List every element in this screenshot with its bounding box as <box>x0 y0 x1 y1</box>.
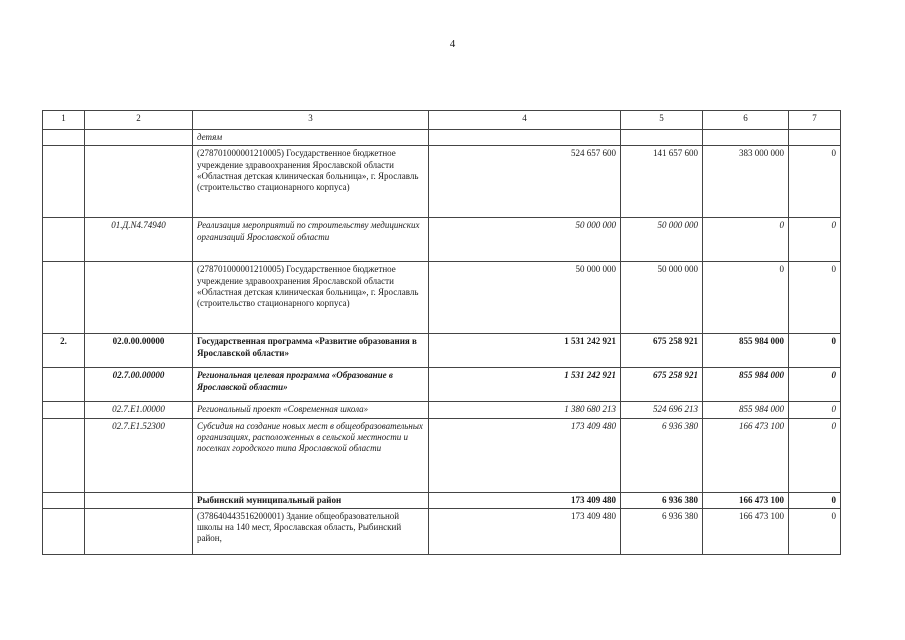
table-cell-col3: (278701000001210005) Государственное бюджетное учреждение здравоохранения Ярославской области «Областная детская клиническая больница», г. Ярославль (строительство стационарного корпуса) <box>193 262 429 334</box>
table-cell-col7: 0 <box>789 218 841 262</box>
table-cell-col6: 166 473 100 <box>703 508 789 554</box>
table-cell-col2 <box>85 130 193 146</box>
table-cell-col1 <box>43 402 85 418</box>
table-cell-col3: (378640443516200001) Здание общеобразовательной школы на 140 мест, Ярославская область, Рыбинский район, <box>193 508 429 554</box>
table-cell-col4: 173 409 480 <box>429 508 621 554</box>
table-cell-col5: 524 696 213 <box>621 402 703 418</box>
table-row <box>43 418 841 492</box>
table-cell-col5 <box>621 130 703 146</box>
table-cell-col2 <box>85 508 193 554</box>
table-cell-col6: 383 000 000 <box>703 146 789 218</box>
table-cell-col1 <box>43 262 85 334</box>
page-number: 4 <box>449 38 456 50</box>
table-cell-col2: 02.7.00.00000 <box>85 368 193 402</box>
table-cell-col5: 6 936 380 <box>621 508 703 554</box>
table-cell-col6: 0 <box>703 218 789 262</box>
table-row <box>43 218 841 262</box>
table-row <box>43 402 841 418</box>
table-cell-col6: 855 984 000 <box>703 334 789 368</box>
table-cell-col3: детям <box>193 130 429 146</box>
table-cell-col6 <box>703 130 789 146</box>
table-cell-col1 <box>43 508 85 554</box>
table-row <box>43 262 841 334</box>
table-cell-col2 <box>85 492 193 508</box>
table-cell-col7: 0 <box>789 402 841 418</box>
table-cell-col5: 675 258 921 <box>621 368 703 402</box>
table-cell-col7: 0 <box>789 492 841 508</box>
table-cell-col7: 0 <box>789 368 841 402</box>
column-header: 3 <box>193 111 429 130</box>
table-row <box>43 130 841 146</box>
budget-table <box>42 110 841 555</box>
table-row <box>43 368 841 402</box>
table-cell-col3: Субсидия на создание новых мест в общеобразовательных организациях, расположенных в сельской местности и поселках городского типа Ярославской области <box>193 418 429 492</box>
table-cell-col4: 1 531 242 921 <box>429 368 621 402</box>
table-cell-col6: 166 473 100 <box>703 418 789 492</box>
table-cell-col7: 0 <box>789 334 841 368</box>
column-header: 6 <box>703 111 789 130</box>
table-cell-col2 <box>85 146 193 218</box>
table-cell-col6: 855 984 000 <box>703 402 789 418</box>
table-cell-col5: 6 936 380 <box>621 418 703 492</box>
table-cell-col5: 675 258 921 <box>621 334 703 368</box>
table-cell-col7 <box>789 130 841 146</box>
table-cell-col4: 1 380 680 213 <box>429 402 621 418</box>
table-cell-col2: 02.0.00.00000 <box>85 334 193 368</box>
table-row <box>43 334 841 368</box>
table-cell-col4: 50 000 000 <box>429 218 621 262</box>
column-header: 7 <box>789 111 841 130</box>
table-cell-col3: Рыбинский муниципальный район <box>193 492 429 508</box>
column-header: 2 <box>85 111 193 130</box>
table-cell-col2 <box>85 262 193 334</box>
table-row <box>43 492 841 508</box>
table-cell-col2: 01.Д.N4.74940 <box>85 218 193 262</box>
column-header: 5 <box>621 111 703 130</box>
table-row <box>43 146 841 218</box>
table-cell-col3: Государственная программа «Развитие образования в Ярославской области» <box>193 334 429 368</box>
column-header: 1 <box>43 111 85 130</box>
table-cell-col1: 2. <box>43 334 85 368</box>
table-cell-col7: 0 <box>789 508 841 554</box>
table-cell-col4: 524 657 600 <box>429 146 621 218</box>
table-cell-col6: 855 984 000 <box>703 368 789 402</box>
table-cell-col2: 02.7.E1.52300 <box>85 418 193 492</box>
table-row <box>43 508 841 554</box>
table-cell-col6: 0 <box>703 262 789 334</box>
table-cell-col4 <box>429 130 621 146</box>
table-cell-col4: 173 409 480 <box>429 418 621 492</box>
table-cell-col1 <box>43 368 85 402</box>
table-cell-col7: 0 <box>789 262 841 334</box>
table-cell-col6: 166 473 100 <box>703 492 789 508</box>
column-header: 4 <box>429 111 621 130</box>
table-cell-col3: (278701000001210005) Государственное бюджетное учреждение здравоохранения Ярославской области «Областная детская клиническая больница», г. Ярославль (строительство стационарного корпуса) <box>193 146 429 218</box>
table-cell-col5: 141 657 600 <box>621 146 703 218</box>
table-cell-col3: Реализация мероприятий по строительству медицинских организаций Ярославской области <box>193 218 429 262</box>
table-cell-col5: 50 000 000 <box>621 262 703 334</box>
table-cell-col7: 0 <box>789 146 841 218</box>
table-cell-col7: 0 <box>789 418 841 492</box>
table-cell-col4: 1 531 242 921 <box>429 334 621 368</box>
table-cell-col3: Региональная целевая программа «Образование в Ярославской области» <box>193 368 429 402</box>
table-cell-col3: Региональный проект «Современная школа» <box>193 402 429 418</box>
table-cell-col5: 6 936 380 <box>621 492 703 508</box>
table-cell-col2: 02.7.E1.00000 <box>85 402 193 418</box>
table-cell-col5: 50 000 000 <box>621 218 703 262</box>
table-cell-col1 <box>43 492 85 508</box>
table-cell-col1 <box>43 218 85 262</box>
table-cell-col1 <box>43 130 85 146</box>
table-cell-col4: 173 409 480 <box>429 492 621 508</box>
table-cell-col4: 50 000 000 <box>429 262 621 334</box>
table-header-row <box>43 111 841 130</box>
table-cell-col1 <box>43 146 85 218</box>
table-cell-col1 <box>43 418 85 492</box>
